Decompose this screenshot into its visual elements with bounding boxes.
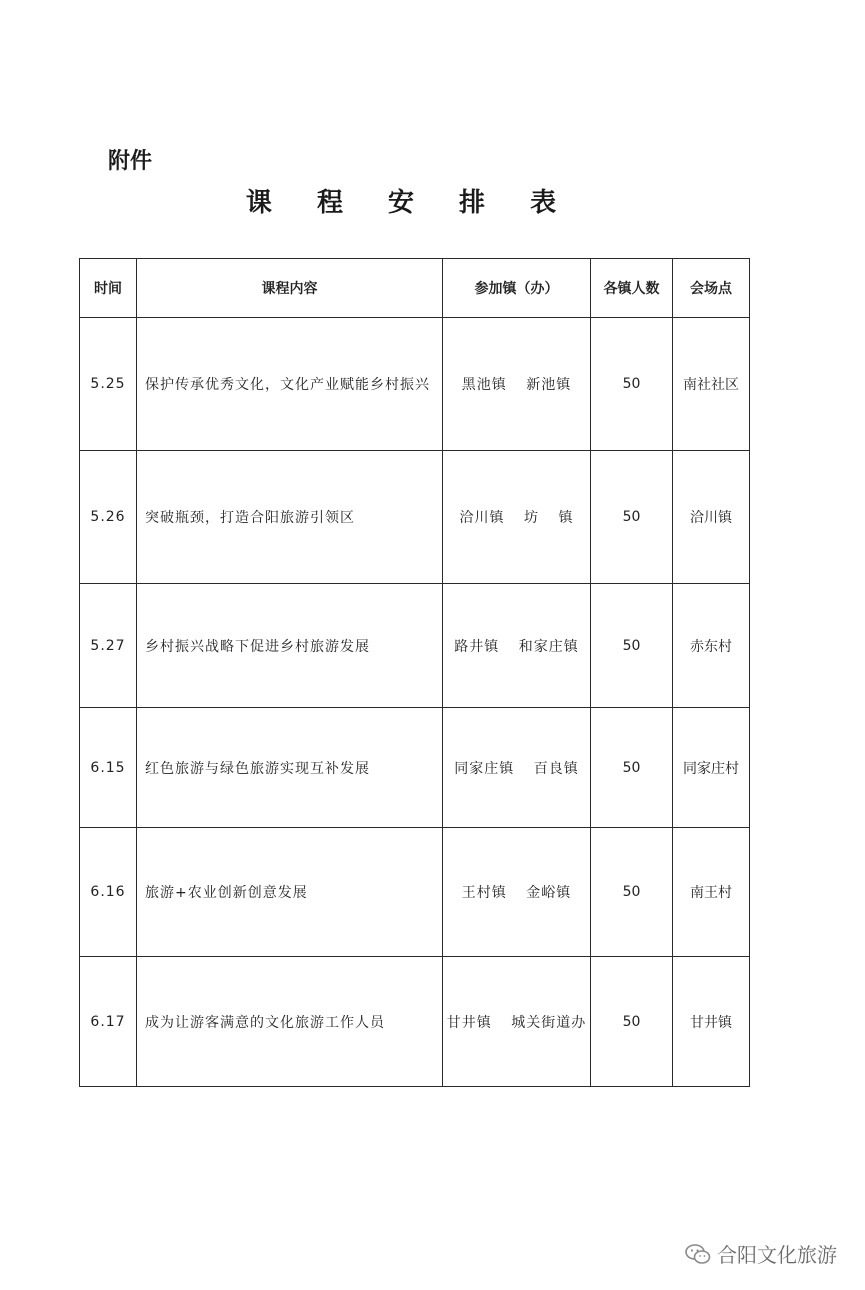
row-count: 50 — [591, 828, 673, 957]
row-count: 50 — [591, 451, 673, 584]
row-towns: 王村镇 金峪镇 — [443, 828, 591, 957]
row-venue: 赤东村 — [673, 584, 750, 708]
header-venue: 会场点 — [673, 259, 750, 318]
row-venue: 洽川镇 — [673, 451, 750, 584]
row-time: 5.27 — [80, 584, 137, 708]
page-title: 课 程 安 排 表 — [245, 188, 575, 218]
row-towns: 洽川镇 坊 镇 — [443, 451, 591, 584]
table-row — [80, 708, 750, 828]
row-count: 50 — [591, 318, 673, 451]
row-course: 乡村振兴战略下促进乡村旅游发展 — [137, 584, 443, 708]
row-venue: 南王村 — [673, 828, 750, 957]
table-row — [80, 957, 750, 1087]
header-course: 课程内容 — [137, 259, 443, 318]
watermark — [685, 1239, 837, 1268]
row-towns: 黑池镇 新池镇 — [443, 318, 591, 451]
row-time: 5.26 — [80, 451, 137, 584]
row-venue: 同家庄村 — [673, 708, 750, 828]
row-time: 6.17 — [80, 957, 137, 1087]
row-course: 红色旅游与绿色旅游实现互补发展 — [137, 708, 443, 828]
row-count: 50 — [591, 584, 673, 708]
table-row — [80, 828, 750, 957]
row-count: 50 — [591, 957, 673, 1087]
row-count: 50 — [591, 708, 673, 828]
header-time: 时间 — [80, 259, 137, 318]
row-course: 旅游+农业创新创意发展 — [137, 828, 443, 957]
row-time: 5.25 — [80, 318, 137, 451]
table-row — [80, 451, 750, 584]
row-towns: 甘井镇 城关街道办 — [443, 957, 591, 1087]
wechat-icon — [685, 1243, 711, 1265]
table-header-row — [80, 259, 750, 318]
table-row — [80, 584, 750, 708]
row-course: 成为让游客满意的文化旅游工作人员 — [137, 957, 443, 1087]
watermark-text: 合阳文化旅游 — [717, 1243, 837, 1267]
row-time: 6.15 — [80, 708, 137, 828]
header-towns: 参加镇（办） — [443, 259, 591, 318]
row-towns: 同家庄镇 百良镇 — [443, 708, 591, 828]
table-row — [80, 318, 750, 451]
header-count: 各镇人数 — [591, 259, 673, 318]
row-course: 保护传承优秀文化，文化产业赋能乡村振兴 — [137, 318, 443, 451]
attachment-label: 附件 — [108, 149, 153, 174]
row-course: 突破瓶颈，打造合阳旅游引领区 — [137, 451, 443, 584]
row-towns: 路井镇 和家庄镇 — [443, 584, 591, 708]
row-venue: 南社社区 — [673, 318, 750, 451]
row-time: 6.16 — [80, 828, 137, 957]
row-venue: 甘井镇 — [673, 957, 750, 1087]
schedule-table — [79, 258, 750, 1087]
